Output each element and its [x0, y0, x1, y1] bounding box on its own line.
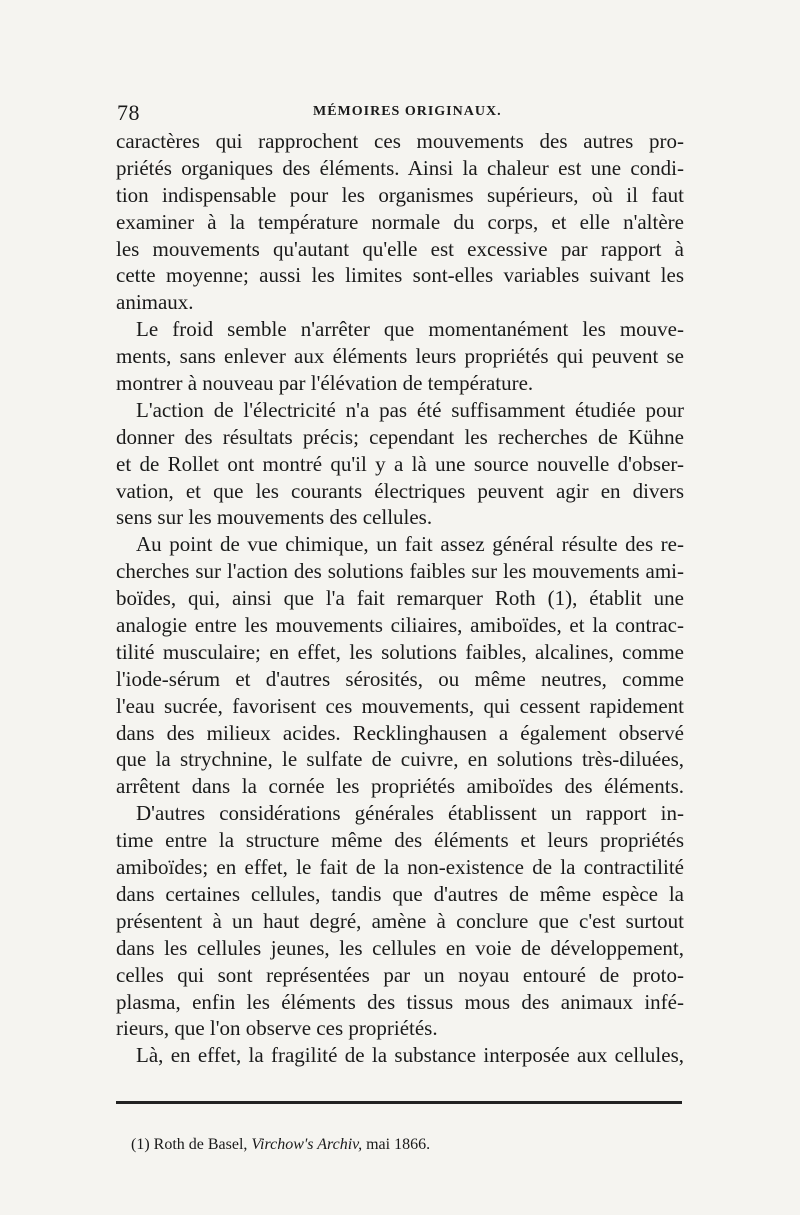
text-line: celles qui sont représentées par un noyau entouré de proto- — [116, 962, 684, 987]
text-line: l'iode-sérum et d'autres sérosités, ou même neutres, comme — [116, 666, 684, 691]
text-line: Là, en effet, la fragilité de la substance interposée aux cellules, — [136, 1043, 684, 1068]
footnote — [131, 1136, 651, 1154]
running-head: MÉMOIRES ORIGINAUX. — [313, 104, 502, 119]
text-line: analogie entre les mouvements ciliaires, amiboïdes, et la contrac- — [116, 613, 684, 638]
text-line: montrer à nouveau par l'élévation de température. — [116, 371, 534, 396]
text-line: présentent à un haut degré, amène à conclure que c'est surtout — [116, 908, 684, 933]
text-line: sens sur les mouvements des cellules. — [116, 505, 433, 530]
text-line: priétés organiques des éléments. Ainsi la chaleur est une condi- — [116, 155, 684, 180]
text-line: caractères qui rapprochent ces mouvements des autres pro- — [116, 129, 684, 153]
text-line: tion indispensable pour les organismes supérieurs, où il faut — [116, 182, 684, 207]
text-line: arrêtent dans la cornée les propriétés amiboïdes des éléments. — [116, 774, 684, 799]
text-line: examiner à la température normale du corps, et elle n'altère — [116, 209, 684, 234]
footnote-author: Roth de Basel, — [153, 1136, 248, 1153]
text-line: boïdes, qui, ainsi que l'a fait remarquer Roth (1), établit une — [116, 586, 684, 611]
text-line: rieurs, que l'on observe ces propriétés. — [116, 1016, 438, 1041]
text-line: Le froid semble n'arrêter que momentanément les mouve- — [136, 317, 684, 342]
text-line: dans certaines cellules, tandis que d'autres de même espèce la — [116, 881, 684, 906]
text-line: Au point de vue chimique, un fait assez général résulte des re- — [136, 532, 684, 557]
text-line: cherches sur l'action des solutions faibles sur les mouvements ami- — [116, 559, 684, 584]
footnote-date: mai 1866. — [366, 1136, 431, 1153]
body-text — [116, 128, 684, 1069]
text-line: que la strychnine, le sulfate de cuivre, en solutions très-diluées, — [116, 747, 684, 772]
text-line: les mouvements qu'autant qu'elle est excessive par rapport à — [116, 236, 684, 261]
text-line: amiboïdes; en effet, le fait de la non-existence de la contractilité — [116, 855, 684, 880]
text-line: ments, sans enlever aux éléments leurs propriétés qui peuvent se — [116, 344, 684, 369]
footnote-separator — [116, 1101, 682, 1104]
page-header — [117, 100, 683, 128]
text-line: L'action de l'électricité n'a pas été suffisamment étudiée pour — [136, 397, 684, 422]
text-line: vation, et que les courants électriques peuvent agir en divers — [116, 478, 684, 503]
text-line: plasma, enfin les éléments des tissus mous des animaux infé- — [116, 989, 684, 1014]
text-line: dans les cellules jeunes, les cellules en voie de développement, — [116, 935, 684, 960]
text-line: donner des résultats précis; cependant les recherches de Kühne — [116, 424, 684, 449]
text-line: D'autres considérations générales établissent un rapport in- — [136, 801, 684, 826]
page-number: 78 — [117, 100, 140, 125]
text-line: time entre la structure même des éléments et leurs propriétés — [116, 828, 684, 853]
text-line: dans des milieux acides. Recklinghausen a également observé — [116, 720, 684, 745]
footnote-journal: Virchow's Archiv, — [251, 1136, 363, 1153]
footnote-marker: (1) — [131, 1136, 150, 1153]
text-line: et de Rollet ont montré qu'il y a là une source nouvelle d'obser- — [116, 451, 684, 476]
text-line: l'eau sucrée, favorisent ces mouvements, qui cessent rapidement — [116, 693, 684, 718]
text-line: animaux. — [116, 290, 194, 315]
text-line: cette moyenne; aussi les limites sont-elles variables suivant les — [116, 263, 684, 288]
text-line: tilité musculaire; en effet, les solutions faibles, alcalines, comme — [116, 639, 684, 664]
